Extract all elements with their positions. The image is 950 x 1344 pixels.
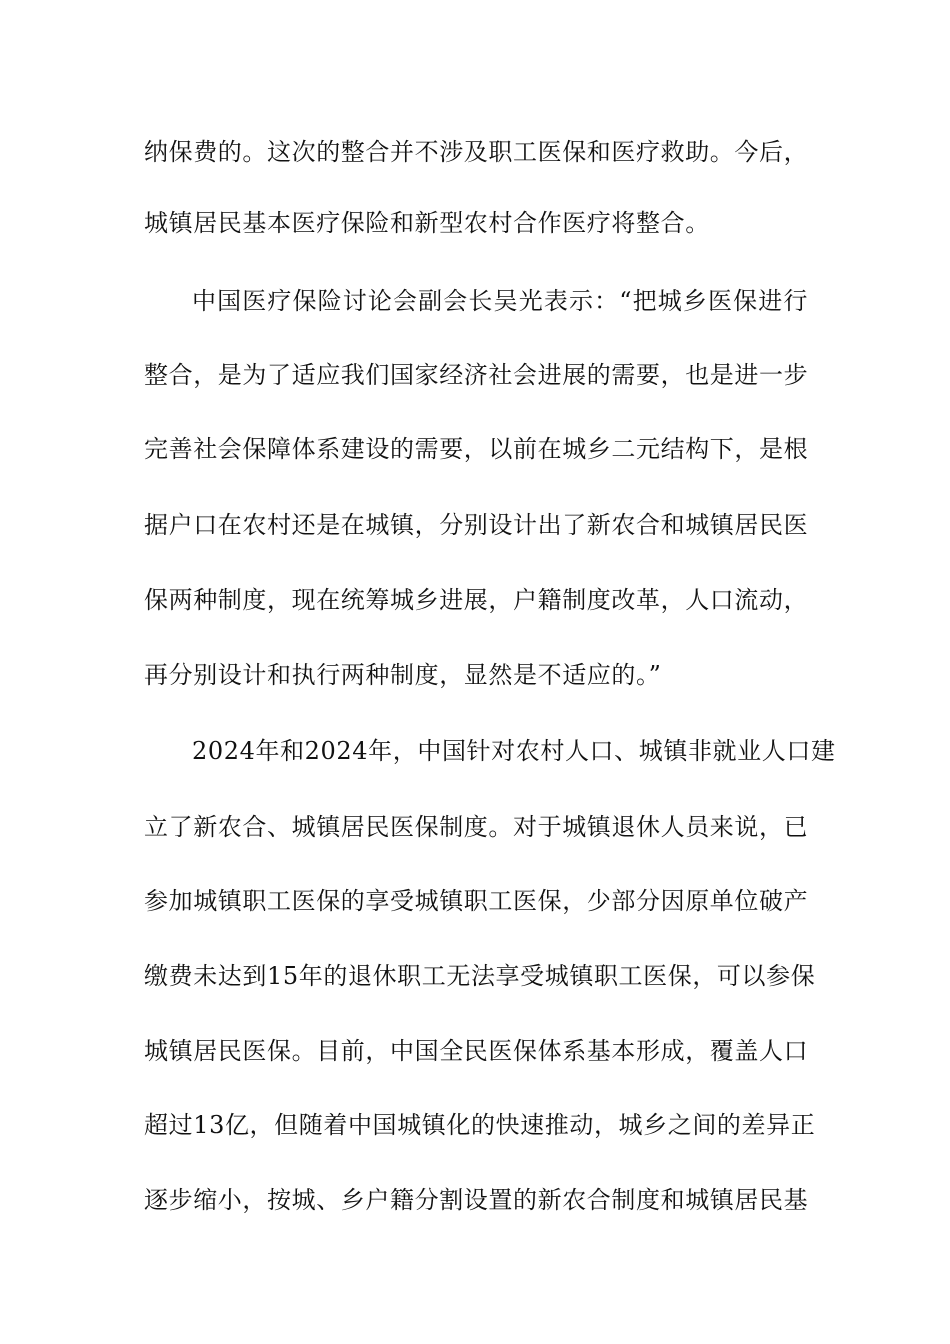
text-line-6: 据户口在农村还是在城镇，分别设计出了新农合和城镇居民医: [144, 511, 809, 539]
text-line-2: 城镇居民基本医疗保险和新型农村合作医疗将整合。: [144, 209, 710, 237]
text-line-5: 完善社会保障体系建设的需要，以前在城乡二元结构下，是根: [144, 435, 809, 463]
text-line-15: 逐步缩小，按城、乡户籍分割设置的新农合制度和城镇居民基: [144, 1186, 809, 1214]
text-line-11: 参加城镇职工医保的享受城镇职工医保，少部分因原单位破产: [144, 887, 809, 915]
text-line-8: 再分别设计和执行两种制度，显然是不适应的。”: [144, 661, 662, 689]
text-line-1: 纳保费的。这次的整合并不涉及职工医保和医疗救助。今后，: [144, 138, 809, 166]
text-line-14: 超过13亿，但随着中国城镇化的快速推动，城乡之间的差异正: [144, 1111, 816, 1139]
text-line-4: 整合，是为了适应我们国家经济社会进展的需要，也是进一步: [144, 361, 809, 389]
text-line-7: 保两种制度，现在统筹城乡进展，户籍制度改革，人口流动，: [144, 586, 809, 614]
text-line-12: 缴费未达到15年的退休职工无法享受城镇职工医保，可以参保: [144, 962, 816, 990]
text-line-10: 立了新农合、城镇居民医保制度。对于城镇退休人员来说，已: [144, 813, 809, 841]
text-line-3: 中国医疗保险讨论会副会长吴光表示：“把城乡医保进行: [192, 287, 808, 315]
text-line-13: 城镇居民医保。目前，中国全民医保体系基本形成，覆盖人口: [144, 1037, 809, 1065]
text-line-9: 2024年和2024年，中国针对农村人口、城镇非就业人口建: [192, 737, 836, 765]
